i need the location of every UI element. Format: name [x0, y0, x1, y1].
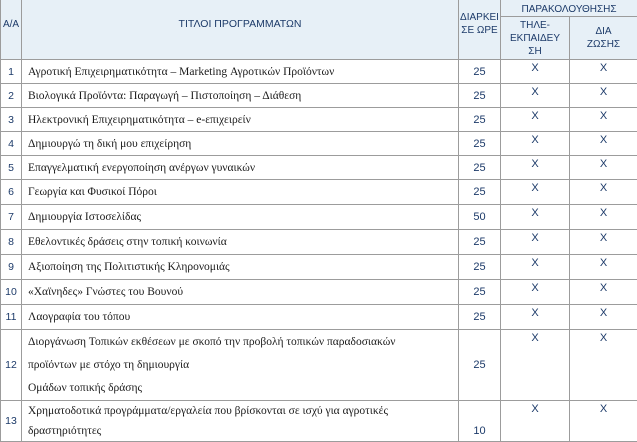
tele-mark: X	[501, 60, 570, 84]
table-row	[1, 205, 637, 230]
program-hours: 50	[459, 205, 501, 230]
table-row	[1, 330, 637, 401]
program-title: Βιολογικά Προϊόντα: Παραγωγή – Πιστοποίηση – Διάθεση	[22, 84, 459, 108]
header-mode-line2: ΠΑΡΑΚΟΛΟΥΘΗΣΗΣ	[521, 3, 616, 16]
program-title: Επαγγελματική ενεργοποίηση ανέργων γυναικών	[22, 156, 459, 180]
live-mark: X	[570, 180, 637, 205]
live-mark: X	[570, 401, 637, 442]
program-hours: 25	[459, 156, 501, 180]
live-mark: X	[570, 330, 637, 401]
tele-mark: X	[501, 180, 570, 205]
program-hours: 25	[459, 280, 501, 305]
row-number: 8	[1, 230, 22, 255]
program-title-line: δραστηριότητες	[28, 421, 454, 441]
header-tele-line1: ΤΗΛΕ-	[520, 19, 550, 32]
header-title: ΤΙΤΛΟΙ ΠΡΟΓΡΑΜΜΑΤΩΝ	[22, 0, 459, 60]
tele-mark: X	[501, 132, 570, 156]
header-duration-line1: ΔΙΑΡΚΕΙ	[460, 11, 499, 24]
program-hours: 25	[459, 330, 501, 401]
table-row	[1, 305, 637, 330]
program-hours: 25	[459, 84, 501, 108]
program-hours: 25	[459, 108, 501, 132]
program-title-line: Ομάδων τοπικής δράσης	[28, 377, 454, 400]
program-hours: 25	[459, 230, 501, 255]
table-row	[1, 280, 637, 305]
program-title: Λαογραφία του τόπου	[22, 305, 459, 330]
tele-mark: X	[501, 280, 570, 305]
program-title: Δημιουργώ τη δική μου επιχείρηση	[22, 132, 459, 156]
row-number: 12	[1, 330, 22, 401]
program-title: Ηλεκτρονική Επιχειρηματικότητα – e-επιχειρείν	[22, 108, 459, 132]
live-mark: X	[570, 60, 637, 84]
header-mode	[501, 0, 637, 17]
live-mark: X	[570, 230, 637, 255]
table-row	[1, 108, 637, 132]
row-number: 10	[1, 280, 22, 305]
program-hours: 25	[459, 180, 501, 205]
live-mark: X	[570, 108, 637, 132]
table-row	[1, 60, 637, 84]
program-hours: 25	[459, 305, 501, 330]
program-title: Δημιουργία Ιστοσελίδας	[22, 205, 459, 230]
header-tele-line2: ΕΚΠΑΙΔΕΥ	[510, 32, 560, 45]
live-mark: X	[570, 84, 637, 108]
table-row	[1, 84, 637, 108]
program-hours: 10	[459, 401, 501, 442]
program-title: «Χαϊνηδες» Γνώστες του Βουνού	[22, 280, 459, 305]
tele-mark: X	[501, 84, 570, 108]
program-title-line: προϊόντων με στόχο τη δημιουργία	[28, 354, 454, 377]
tele-mark: X	[501, 305, 570, 330]
program-title-line: Διοργάνωση Τοπικών εκθέσεων με σκοπό την προβολή τοπικών παραδοσιακών	[28, 331, 454, 354]
tele-mark: X	[501, 230, 570, 255]
header-live-line2: ΖΩΣΗΣ	[587, 38, 620, 51]
row-number: 9	[1, 255, 22, 280]
table-row	[1, 156, 637, 180]
row-number: 11	[1, 305, 22, 330]
row-number: 7	[1, 205, 22, 230]
header-num: Α/Α	[1, 0, 22, 60]
row-number: 4	[1, 132, 22, 156]
table-header	[1, 0, 637, 60]
header-duration	[459, 0, 501, 60]
live-mark: X	[570, 156, 637, 180]
tele-mark: X	[501, 401, 570, 442]
table-row	[1, 401, 637, 442]
live-mark: X	[570, 280, 637, 305]
live-mark: X	[570, 255, 637, 280]
program-title	[22, 330, 459, 401]
tele-mark: X	[501, 108, 570, 132]
program-title	[22, 401, 459, 442]
table-row	[1, 132, 637, 156]
row-number: 13	[1, 401, 22, 442]
program-title: Γεωργία και Φυσικοί Πόροι	[22, 180, 459, 205]
tele-mark: X	[501, 205, 570, 230]
program-hours: 25	[459, 132, 501, 156]
program-hours: 25	[459, 60, 501, 84]
header-tele	[501, 17, 570, 60]
table-body	[1, 60, 637, 442]
table-row	[1, 180, 637, 205]
row-number: 1	[1, 60, 22, 84]
program-title-line: Χρηματοδοτικά προγράμματα/εργαλεία που βρίσκονται σε ισχύ για αγροτικές	[28, 401, 454, 421]
program-title: Εθελοντικές δράσεις στην τοπική κοινωνία	[22, 230, 459, 255]
program-title: Αγροτική Επιχειρηματικότητα – Marketing Αγροτικών Προϊόντων	[22, 60, 459, 84]
row-number: 6	[1, 180, 22, 205]
header-live-line1: ΔΙΑ	[595, 25, 611, 38]
program-hours: 25	[459, 255, 501, 280]
row-number: 2	[1, 84, 22, 108]
header-tele-line3: ΣΗ	[528, 45, 541, 58]
live-mark: X	[570, 205, 637, 230]
live-mark: X	[570, 132, 637, 156]
tele-mark: X	[501, 255, 570, 280]
table-row	[1, 255, 637, 280]
header-duration-line2: ΣΕ ΩΡΕ	[461, 24, 497, 37]
table-row	[1, 230, 637, 255]
program-title: Αξιοποίηση της Πολιτιστικής Κληρονομιάς	[22, 255, 459, 280]
header-live	[570, 17, 637, 60]
row-number: 5	[1, 156, 22, 180]
row-number: 3	[1, 108, 22, 132]
tele-mark: X	[501, 330, 570, 401]
live-mark: X	[570, 305, 637, 330]
tele-mark: X	[501, 156, 570, 180]
